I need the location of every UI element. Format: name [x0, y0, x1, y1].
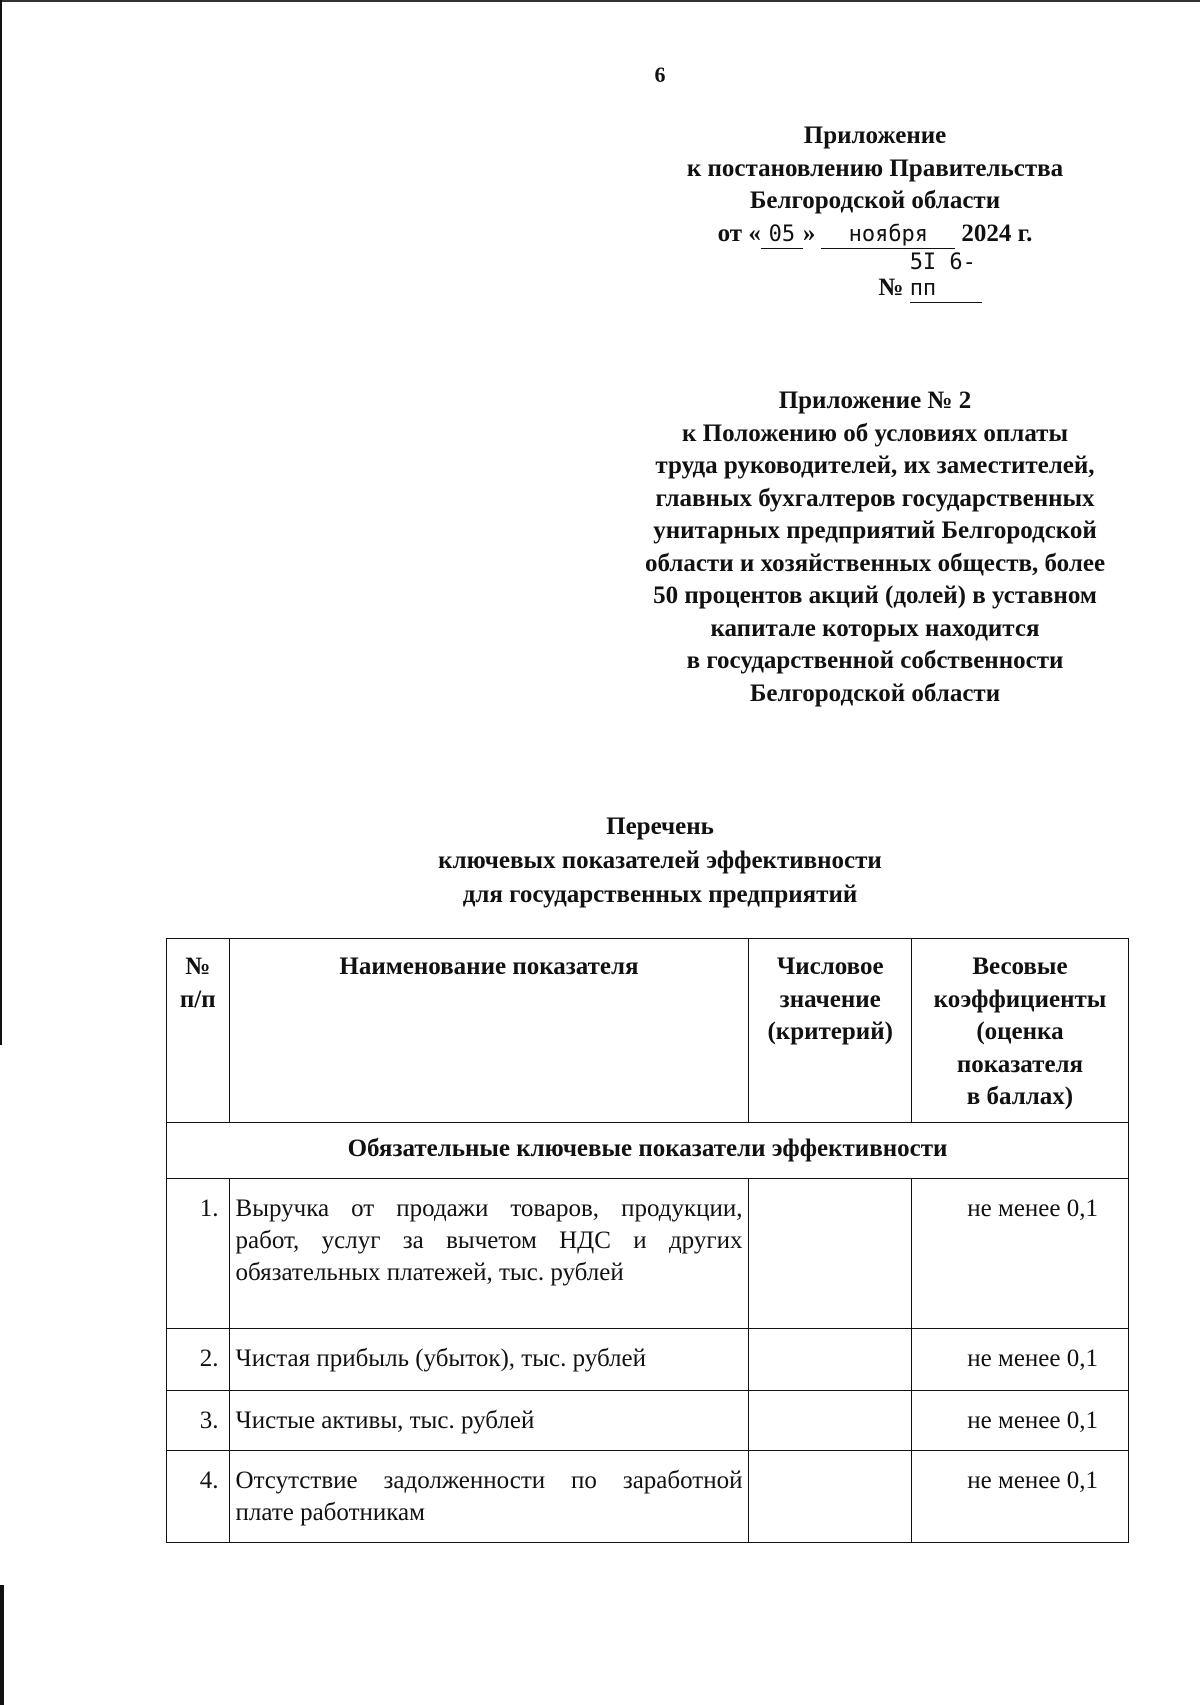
header-value: [749, 939, 911, 1123]
row-weight: не менее 0,1: [911, 1178, 1128, 1328]
kpi-table: [166, 938, 1129, 1543]
header-value-line: (критерий): [767, 1018, 893, 1045]
section-title: Обязательные ключевые показатели эффективности: [167, 1122, 1129, 1178]
list-title-line3: для государственных предприятий: [462, 881, 858, 908]
appendix-subtitle: к постановлению Правительства: [686, 154, 1064, 182]
table-row: [167, 1328, 1129, 1390]
number-prefix: №: [878, 274, 904, 301]
appendix-date: [560, 218, 1190, 251]
appendix2-line: к Положению об условиях оплаты: [682, 419, 1068, 447]
row-num: 3.: [167, 1390, 230, 1450]
date-prefix: от «: [717, 219, 761, 247]
appendix-number: [560, 250, 1190, 305]
row-value: [749, 1450, 911, 1542]
scan-left-mark: [0, 1585, 4, 1705]
row-num: 4.: [167, 1450, 230, 1542]
appendix2-header: [560, 385, 1190, 710]
header-weight-line: показателя: [956, 1050, 1084, 1078]
appendix2-line: унитарных предприятий Белгородской: [653, 517, 1097, 544]
row-weight: не менее 0,1: [911, 1450, 1128, 1542]
appendix2-line: Приложение № 2: [778, 387, 972, 414]
list-title-line1: Перечень: [606, 813, 714, 840]
date-mid: »: [802, 219, 816, 247]
header-name: Наименование показателя: [229, 939, 749, 1123]
appendix2-line: капитале которых находится: [710, 614, 1040, 642]
appendix2-line: Белгородской области: [749, 679, 1001, 707]
row-name: Чистые активы, тыс. рублей: [229, 1390, 749, 1450]
header-value-line: значение: [779, 985, 881, 1013]
row-weight: не менее 0,1: [911, 1328, 1128, 1390]
list-title-line2: ключевых показателей эффективности: [438, 847, 882, 874]
scan-top-edge: [0, 0, 1200, 2]
section-row: [167, 1122, 1129, 1178]
number-value: 5I 6-пп: [910, 250, 982, 303]
row-num: 2.: [167, 1328, 230, 1390]
page-number: 6: [654, 62, 666, 87]
table-header-row: [167, 939, 1129, 1123]
appendix2-line: 50 процентов акций (долей) в уставном: [653, 582, 1097, 609]
row-name: Отсутствие задолженности по заработной плате работникам: [229, 1450, 749, 1542]
row-weight: не менее 0,1: [911, 1390, 1128, 1450]
table-row: [167, 1390, 1129, 1450]
header-weight-line: Весовые: [972, 953, 1068, 980]
date-year: 2024 г.: [961, 219, 1033, 247]
row-name: Чистая прибыль (убыток), тыс. рублей: [229, 1328, 749, 1390]
appendix-region: Белгородской области: [749, 187, 1001, 214]
list-title: [300, 810, 1020, 912]
header-weight-line: в баллах): [966, 1083, 1074, 1110]
scan-left-edge: [0, 0, 2, 1045]
appendix2-line: главных бухгалтеров государственных: [655, 484, 1095, 512]
row-value: [749, 1178, 911, 1328]
table-row: [167, 1450, 1129, 1542]
row-name: Выручка от продажи товаров, продукции, работ, услуг за вычетом НДС и других обязательных платежей, тыс. рублей: [229, 1178, 749, 1328]
appendix-header: [560, 120, 1190, 305]
row-num: 1.: [167, 1178, 230, 1328]
table-row: [167, 1178, 1129, 1328]
header-num: [167, 939, 230, 1123]
row-value: [749, 1390, 911, 1450]
header-weight-line: коэффициенты: [933, 985, 1107, 1013]
header-weight-line: (оценка: [976, 1018, 1064, 1045]
appendix2-line: области и хозяйственных обществ, более: [644, 549, 1106, 577]
date-month: ноября: [821, 222, 955, 249]
header-num-line: п/п: [179, 985, 216, 1013]
appendix-title: Приложение: [803, 122, 947, 149]
date-day: 05: [761, 222, 803, 249]
header-value-line: Числовое: [776, 953, 884, 980]
header-weight: [911, 939, 1128, 1123]
appendix2-line: в государственной собственности: [686, 647, 1064, 674]
appendix2-line: труда руководителей, их заместителей,: [655, 452, 1095, 479]
header-num-line: №: [185, 953, 211, 980]
row-value: [749, 1328, 911, 1390]
